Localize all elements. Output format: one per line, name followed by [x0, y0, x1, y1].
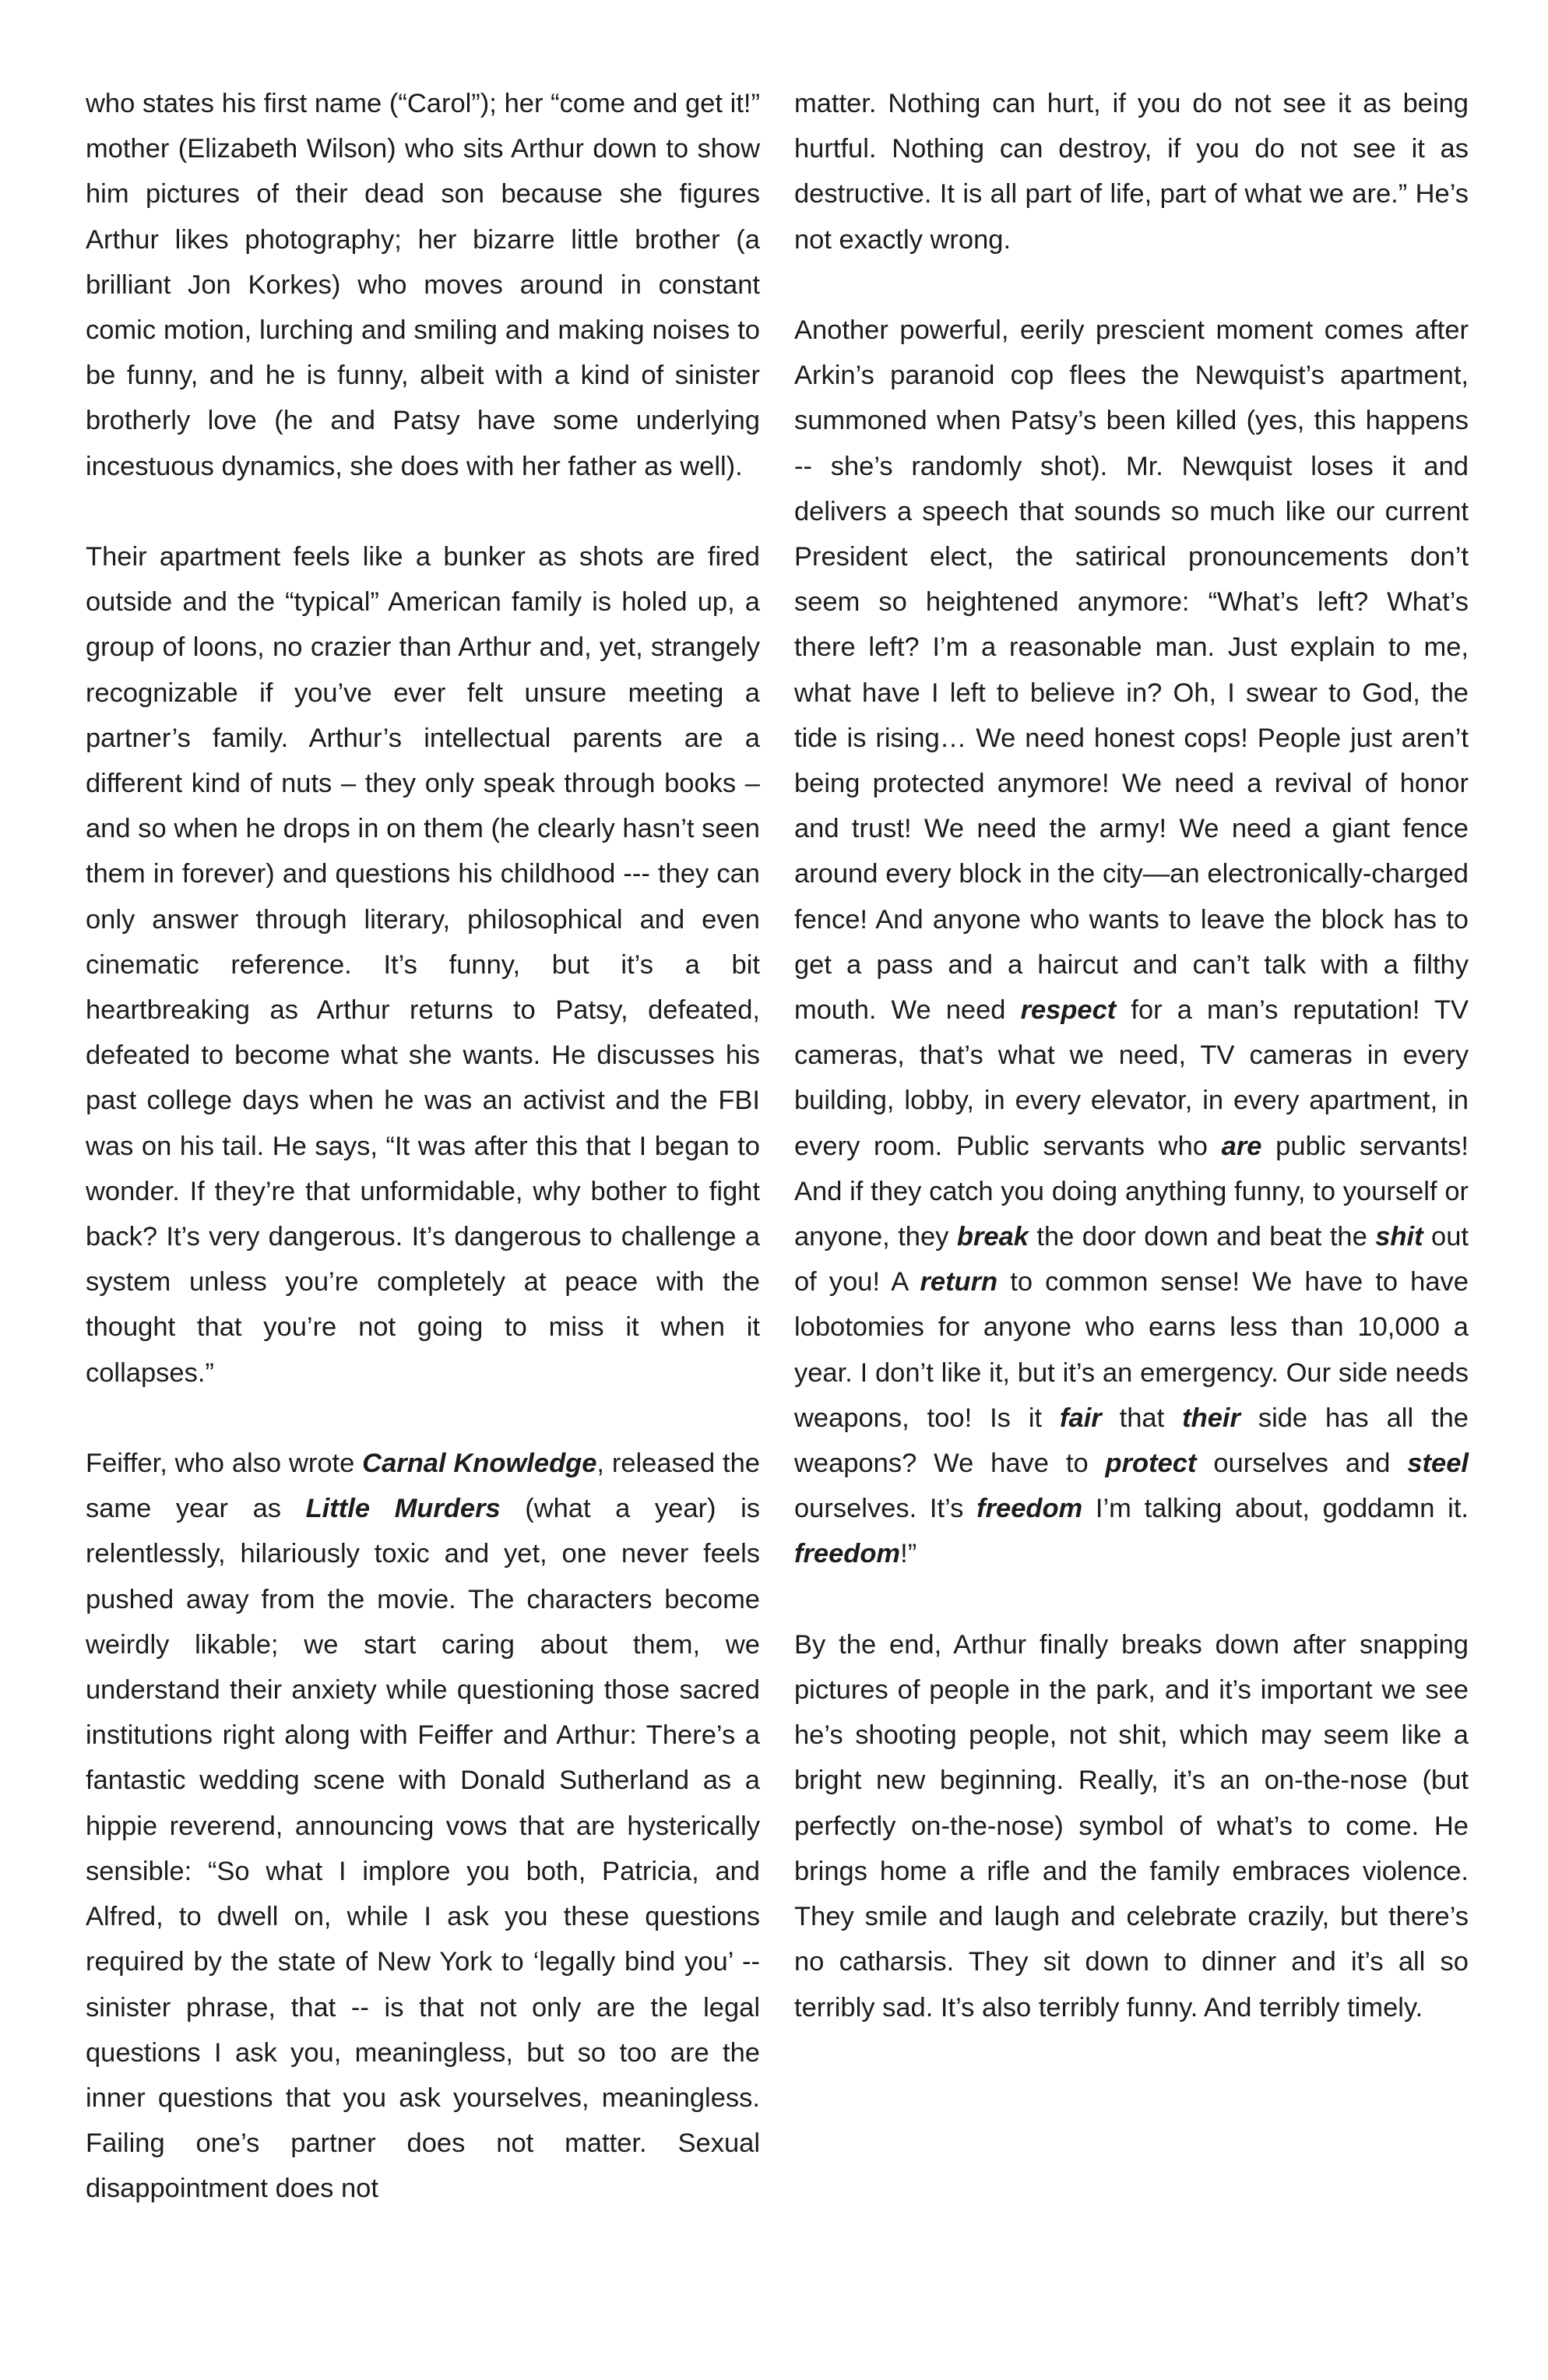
- text-run: Their apartment feels like a bunker as shots are fired outside and the “typical” American family is holed up, a group of loons, no crazier than Arthur and, yet, strangely recognizable if you’ve ever felt unsure meeting a partner’s family. Arthur’s intellectual parents are a different kind of nuts – they only speak through books – and so when he drops in on them (he clearly hasn’t seen them in forever) and questions his childhood --- they can only answer through literary, philosophical and even cinematic reference. It’s funny, but it’s a bit heartbreaking as Arthur returns to Patsy, defeated, defeated to become what she wants. He discusses his past college days when he was an activist and the FBI was on his tail. He says, “It was after this that I began to wonder. If they’re that unformidable, why bother to fight back? It’s very dangerous. It’s dangerous to challenge a system unless you’re completely at peace with the thought that you’re not going to miss it when it collapses.”: [86, 542, 760, 1388]
- text-run: public servants! And if they catch you doing anything funny, to yourself or anyone, they: [794, 1131, 1469, 1252]
- text-run: matter. Nothing can hurt, if you do not see it as being hurtful. Nothing can destroy, if you do not see it as destructive. It is all part of life, part of what we are.” He’s not exactly wrong.: [794, 89, 1469, 255]
- emphasized-title: freedom: [976, 1494, 1083, 1524]
- paragraph-p4: [794, 81, 1469, 262]
- emphasized-title: their: [1182, 1403, 1240, 1433]
- text-run: , released the same year as: [86, 1449, 760, 1524]
- text-run: Another powerful, eerily prescient moment comes after Arkin’s paranoid cop flees the Newquist’s apartment, summoned when Patsy’s been killed (yes, this happens -- she’s randomly shot). Mr. Newquist loses it and delivers a speech that sounds so much like our current President elect, the satirical pronouncements don’t seem so heightened anymore: “What’s left? What’s there left? I’m a reasonable man. Just explain to me, what have I left to believe in? Oh, I swear to God, the tide is rising… We need honest cops! People just aren’t being protected anymore! We need a revival of honor and trust! We need the army! We need a giant fence around every block in the city—an electronically-charged fence! And anyone who wants to leave the block has to get a pass and a haircut and can’t talk with a filthy mouth. We need: [794, 315, 1469, 1026]
- emphasized-title: Carnal Knowledge: [362, 1449, 597, 1479]
- emphasized-title: are: [1221, 1131, 1262, 1161]
- paragraph-p3: [86, 1441, 760, 2211]
- text-run: Feiffer, who also wrote: [86, 1449, 363, 1479]
- right-column: [794, 81, 1469, 2075]
- text-run: I’m talking about, goddamn it.: [1082, 1494, 1469, 1524]
- emphasized-title: shit: [1375, 1222, 1423, 1252]
- emphasized-title: break: [956, 1222, 1029, 1252]
- left-column: [86, 81, 760, 2257]
- emphasized-title: Little Murders: [305, 1494, 501, 1524]
- text-run: that: [1101, 1403, 1183, 1433]
- paragraph-p6: [794, 1622, 1469, 2030]
- text-run: (what a year) is relentlessly, hilariously toxic and yet, one never feels pushed away from the movie. The characters become weirdly likable; we start caring about them, we understand their anxiety while questioning those sacred institutions right along with Feiffer and Arthur: There’s a fantastic wedding scene with Donald Sutherland as a hippie reverend, announcing vows that are hysterically sensible: “So what I implore you both, Patricia, and Alfred, to dwell on, while I ask you these questions required by the state of New York to ‘legally bind you’ -- sinister phrase, that -- is that not only are the legal questions I ask you, meaningless, but so too are the inner questions that you ask yourselves, meaningless. Failing one’s partner does not matter. Sexual disappointment does not: [86, 1494, 760, 2204]
- text-run: who states his first name (“Carol”); her “come and get it!” mother (Elizabeth Wilson) who sits Arthur down to show him pictures of their dead son because she figures Arthur likes photography; her bizarre little brother (a brilliant Jon Korkes) who moves around in constant comic motion, lurching and smiling and making noises to be funny, and he is funny, albeit with a kind of sinister brotherly love (he and Patsy have some underlying incestuous dynamics, she does with her father as well).: [86, 89, 760, 481]
- emphasized-title: fair: [1060, 1403, 1102, 1433]
- text-run: out of you! A: [794, 1222, 1469, 1297]
- emphasized-title: respect: [1020, 995, 1117, 1026]
- text-run: By the end, Arthur finally breaks down after snapping pictures of people in the park, and it’s important we see he’s shooting people, not shit, which may seem like a bright new beginning. Really, it’s an on-the-nose (but perfectly on-the-nose) symbol of what’s to come. He brings home a rifle and the family embraces violence. They smile and laugh and celebrate crazily, but there’s no catharsis. They sit down to dinner and it’s all so terribly sad. It’s also terribly funny. And terribly timely.: [794, 1629, 1469, 2023]
- text-run: to common sense! We have to have lobotomies for anyone who earns less than 10,000 a year. I don’t like it, but it’s an emergency. Our side needs weapons, too! Is it: [794, 1267, 1469, 1433]
- emphasized-title: protect: [1105, 1449, 1197, 1479]
- text-run: the door down and beat the: [1028, 1222, 1376, 1252]
- emphasized-title: freedom: [794, 1539, 901, 1569]
- text-run: !”: [900, 1539, 917, 1569]
- text-run: ourselves. It’s: [794, 1494, 977, 1524]
- emphasized-title: steel: [1407, 1449, 1469, 1479]
- text-run: for a man’s reputation! TV cameras, that’s what we need, TV cameras in every building, lobby, in every elevator, in every apartment, in every room. Public servants who: [794, 995, 1469, 1161]
- emphasized-title: return: [920, 1267, 998, 1297]
- text-run: ourselves and: [1196, 1449, 1408, 1479]
- paragraph-p5: [794, 308, 1469, 1577]
- text-run: side has all the weapons? We have to: [794, 1403, 1469, 1479]
- paragraph-p2: [86, 534, 760, 1396]
- paragraph-p1: [86, 81, 760, 489]
